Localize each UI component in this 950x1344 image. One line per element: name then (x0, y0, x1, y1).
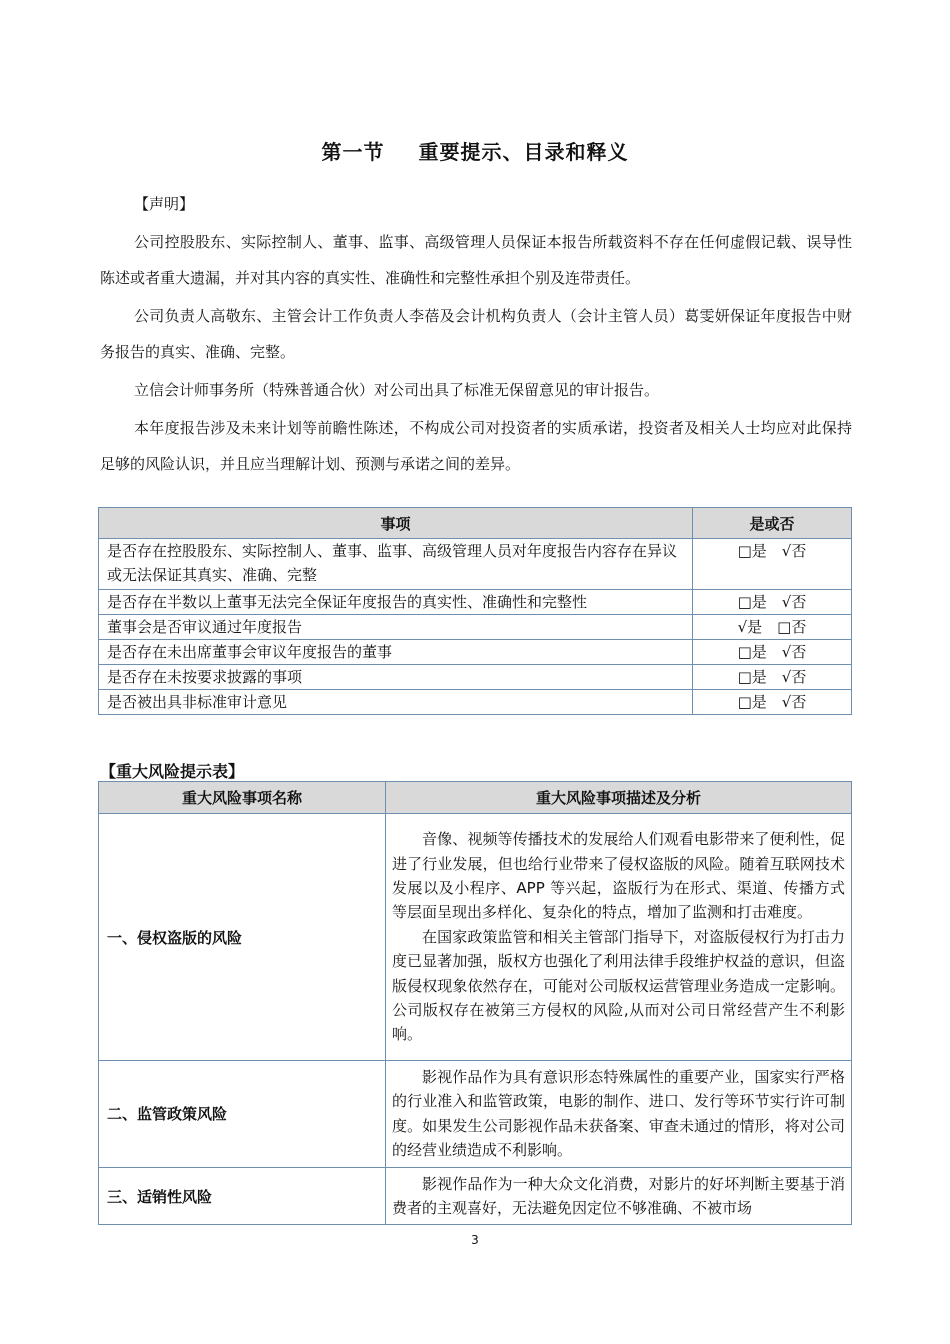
table-row (99, 615, 852, 640)
matter-answer: □是 √否 (693, 640, 852, 665)
risk-description (386, 1061, 852, 1168)
matter-answer: □是 √否 (693, 665, 852, 690)
table-row (99, 1167, 852, 1225)
matter-answer: √是 □否 (693, 615, 852, 640)
declaration-paragraph: 公司控股股东、实际控制人、董事、监事、高级管理人员保证本报告所载资料不存在任何虚假记载、误导性陈述或者重大遗漏，并对其内容的真实性、准确性和完整性承担个别及连带责任。 (100, 233, 852, 287)
risk-description-paragraph: 在国家政策监管和相关主管部门指导下，对盗版侵权行为打击力度已显著加强，版权方也强化了利用法律手段维护权益的意识，但盗版侵权现象依然存在，可能对公司版权运营管理业务造成一定影响。公司版权存在被第三方侵权的风险,从而对公司日常经营产生不利影响。 (392, 927, 845, 1044)
table-row (99, 640, 852, 665)
column-header-answer: 是或否 (693, 508, 852, 539)
table-row (99, 665, 852, 690)
matter-item: 是否存在控股股东、实际控制人、董事、监事、高级管理人员对年度报告内容存在异议或无法保证其真实、准确、完整 (99, 539, 693, 590)
matter-item: 是否存在半数以上董事无法完全保证年度报告的真实性、准确性和完整性 (99, 590, 693, 615)
declaration-label: 【声明】 (134, 195, 195, 213)
page-title (0, 136, 950, 165)
risk-name: 二、监管政策风险 (99, 1061, 386, 1168)
table-row (99, 1061, 852, 1168)
matter-answer: □是 √否 (693, 590, 852, 615)
table-header-row (99, 782, 852, 814)
matter-item: 是否存在未出席董事会审议年度报告的董事 (99, 640, 693, 665)
column-header-risk-name: 重大风险事项名称 (99, 782, 386, 814)
risk-description-paragraph: 影视作品作为一种大众文化消费，对影片的好坏判断主要基于消费者的主观喜好，无法避免因定位不够准确、不被市场 (392, 1174, 845, 1218)
section-title: 重要提示、目录和释义 (418, 140, 629, 164)
matter-answer: □是 √否 (693, 539, 852, 590)
matter-item: 是否被出具非标准审计意见 (99, 690, 693, 715)
risk-description (386, 814, 852, 1061)
matter-item: 董事会是否审议通过年度报告 (99, 615, 693, 640)
column-header-item: 事项 (99, 508, 693, 539)
column-header-risk-description: 重大风险事项描述及分析 (386, 782, 852, 814)
table-row (99, 814, 852, 1061)
table-row (99, 539, 852, 590)
page-number: 3 (471, 1233, 479, 1247)
risk-name: 一、侵权盗版的风险 (99, 814, 386, 1061)
risk-table-heading: 【重大风险提示表】 (100, 762, 245, 781)
risk-table (98, 781, 852, 1225)
table-row (99, 690, 852, 715)
declaration-paragraph: 公司负责人高敬东、主管会计工作负责人李蓓及会计机构负责人（会计主管人员）葛雯妍保证年度报告中财务报告的真实、准确、完整。 (100, 307, 852, 361)
risk-description (386, 1167, 852, 1225)
table-row (99, 590, 852, 615)
declaration-paragraph: 立信会计师事务所（特殊普通合伙）对公司出具了标准无保留意见的审计报告。 (134, 381, 660, 399)
matter-answer: □是 √否 (693, 690, 852, 715)
risk-description-paragraph: 影视作品作为具有意识形态特殊属性的重要产业，国家实行严格的行业准入和监管政策，电影的制作、进口、发行等环节实行许可制度。如果发生公司影视作品未获备案、审查未通过的情形，将对公司的经营业绩造成不利影响。 (392, 1068, 845, 1160)
section-number: 第一节 (321, 140, 385, 164)
risk-name: 三、适销性风险 (99, 1167, 386, 1225)
table-header-row (99, 508, 852, 539)
declaration-paragraph: 本年度报告涉及未来计划等前瞻性陈述，不构成公司对投资者的实质承诺，投资者及相关人士均应对此保持足够的风险认识，并且应当理解计划、预测与承诺之间的差异。 (100, 419, 852, 473)
matter-item: 是否存在未按要求披露的事项 (99, 665, 693, 690)
risk-description-paragraph: 音像、视频等传播技术的发展给人们观看电影带来了便利性，促进了行业发展，但也给行业带来了侵权盗版的风险。随着互联网技术发展以及小程序、APP 等兴起，盗版行为在形式、渠道、传播方式等层面呈现出多样化、复杂化的特点，增加了监测和打击难度。 (392, 830, 845, 922)
matters-table (98, 507, 852, 715)
